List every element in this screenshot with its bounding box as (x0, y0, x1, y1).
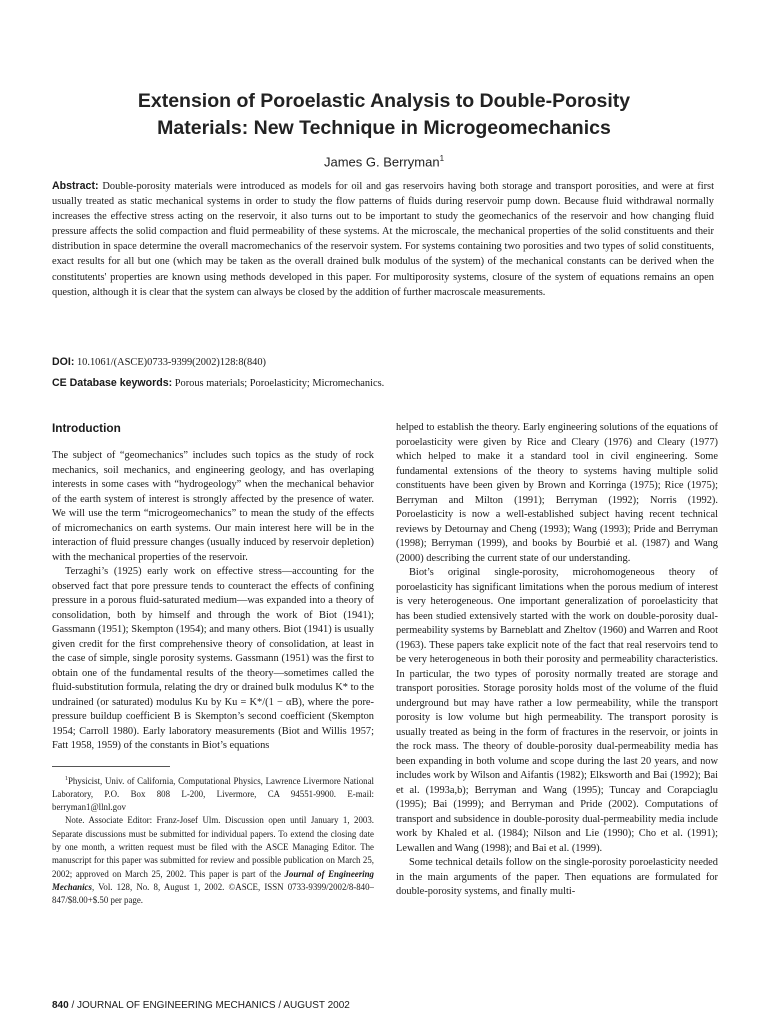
keywords-line (52, 377, 714, 389)
section-heading-introduction: Introduction (52, 421, 121, 435)
page-number: 840 (52, 1000, 69, 1011)
paper-title (40, 88, 728, 142)
abstract (52, 179, 714, 300)
abstract-text: Double-porosity materials were introduced as models for oil and gas reservoirs having both storage and transport porosities, and were at first usually treated as static mechanical systems in order to study the flow patterns of fluids during reservoir pump down. Because fluid withdrawal normally increases the effective stress acting on the reservoir, it also turns out to be important to study the geomechanics of the reservoir and how changing fluid pressure affects the solid compaction and fluid permeability of these systems. At the microscale, the mechanical properties of the solid constituents and their distribution in space determine the overall macromechanics of the reservoir system. For systems containing two porosities and two types of solid constituents, exact results for all but one (which may be taken as the overall drained bulk modulus of the system) of the mechanical constants can be derived when the constitutents' properties are known using methods developed in this paper. For multiporosity systems, closure of the system of equations remains an open question, although it is clear that the system can always be closed by the addition of further macroscale measurements. (52, 181, 714, 298)
right-column (396, 421, 718, 900)
doi-line (52, 356, 714, 368)
footnote-2-journal: Journal of Engineering Mechanics (52, 868, 374, 892)
footnote-1-mark: 1 (65, 775, 68, 782)
right-paragraph-3: Some technical details follow on the single-porosity poroelasticity needed in the main arguments of the paper. Then equations are formulated for double-porosity systems, and finally multi- (396, 857, 718, 897)
author-name: James G. Berryman (323, 154, 440, 170)
author-footnote-mark: 1 (439, 154, 445, 163)
right-paragraph-1: helped to establish the theory. Early engineering solutions of the equations of poroelasticity were given by Rice and Cleary (1976) and Cleary (1977) which helped to make it a standard tool in civil engineering. Some fundamental extensions of the theory to systems having multiple solid constituents have been given by Brown and Korringa (1975); Rice (1975); Berryman and Milton (1991); Berryman (1992); Norris (1992). Poroelasticity is now a well-established subject having recent technical reviews by Detournay and Cheng (1993); Wang (1993); Pride and Berryman (1998); Berryman (1999), and books by Bourbié et al. (1987) and Wang (2000) describing the current state of our understanding. (396, 422, 718, 564)
left-column (52, 421, 374, 907)
footnote-divider (52, 766, 170, 767)
right-paragraph-2: Biot’s original single-porosity, microhomogeneous theory of poroelasticity has significant limitations when the porous medium of interest is very heterogeneous. One important generalization of poroelasticity that has been studied extensively started with the work on double-porosity dual-permeability systems by Barneblatt and Zheltov (1960) and Warren and Root (1963). These papers take explicit note of the fact that real reservoirs tend to be very heterogeneous in both their porosity and permeability characteristics. In particular, the two types of porosity normally treated are storage and transport porosities. Storage porosity holds most of the volume of the fluid underground but may have rather a low permeability, while the transport porosity is low volume but high permeability. The transport porosity is usually treated as being in the form of fractures in the reservoir, or joints in the rock mass. The theory of double-porosity dual-permeability media has been expanding in both volume and scope during the last 20 years, and now includes work by Wilson and Aifantis (1982); Elksworth and Bai (1992); Bai et al. (1993a,b); Berryman and Wang (1995); Tuncay and Corapciaglu (1995); Bai (1999); and Berryman and Pride (2002). Computations of transport and subsidence in double-porosity dual-permeability media include work by Khaled et al. (1984); Nilson and Lie (1990); Cho et al. (1991); Lewallen and Wang (1998); and Bai et al. (1999). (396, 567, 718, 854)
footnote-1 (52, 773, 374, 815)
abstract-label: Abstract: (52, 180, 99, 192)
keywords-label: CE Database keywords: (52, 377, 173, 389)
page-footer (52, 1000, 350, 1011)
doi-label: DOI: (52, 356, 75, 368)
keywords-value: Porous materials; Poroelasticity; Micromechanics. (174, 378, 385, 389)
title-line-1: Extension of Poroelastic Analysis to Double-Porosity (137, 90, 631, 112)
footnote-2-text-b: , Vol. 128, No. 8, August 1, 2002. ©ASCE, ISSN 0733-9399/2002/8-840–847/$8.00+$.50 per page. (52, 881, 374, 906)
intro-paragraph-1: The subject of “geomechanics” includes such topics as the study of rock mechanics, soil mechanics, and engineering geology, and has overlaping interests in some cases with “hydrogeology” when the mechanical behavior of the earth system of interest is strongly affected by the presence of water. We will use the term “microgeomechanics” to mean the study of the effects of micromechanics on earth systems. Our main interest here will be in the interaction of fluid pressure changes (usually induced by reservoir depletion) with the mechanical properties of the reservoir. (52, 450, 374, 563)
journal-footer: / JOURNAL OF ENGINEERING MECHANICS / AUGUST 2002 (68, 1000, 350, 1011)
doi-value[interactable]: 10.1061/(ASCE)0733-9399(2002)128:8(840) (76, 357, 267, 368)
title-line-2: Materials: New Technique in Microgeomechanics (157, 117, 611, 139)
intro-paragraph-2: Terzaghi’s (1925) early work on effective stress—accounting for the observed fact that pore pressure tends to counteract the effects of confining pressure in a porous fluid-saturated medium—was expanded into a theory of consolidation, both by himself and through the work of Biot (1941); Gassmann (1951); Skempton (1954); and many others. Biot (1941) is usually given credit for the first comprehensive theory of consolidation, at least in the case of simple, single porosity systems. Gassmann (1951) was the first to obtain one of the fundamental results of the theory—sometimes called the fluid-substitution formula, relating the dry or drained bulk modulus K* to the undrained (or saturated) modulus Ku by Ku = K*/(1 − αB), where the pore-pressure buildup coefficient B is Skempton’s second coefficient (Skempton 1954; Carroll 1980). Early laboratory measurements (Biot and Willis 1957; Fatt 1958, 1959) of the constants in Biot’s equations (52, 566, 374, 751)
footnote-2 (52, 814, 374, 907)
author-line (40, 154, 728, 169)
footnote-1-text: Physicist, Univ. of California, Computational Physics, Lawrence Livermore National Laboratory, P.O. Box 808 L-200, Livermore, CA 94551-9900. E-mail: berryman1@llnl.gov (52, 775, 374, 813)
footnote-2-text-a: Note. Associate Editor: Franz-Josef Ulm. Discussion open until January 1, 2003. Separate discussions must be submitted for individual papers. To extend the closing date by one month, a written request must be filed with the ASCE Managing Editor. The manuscript for this paper was submitted for review and possible publication on March 25, 2002; approved on March 25, 2002. This paper is part of the (52, 815, 374, 879)
